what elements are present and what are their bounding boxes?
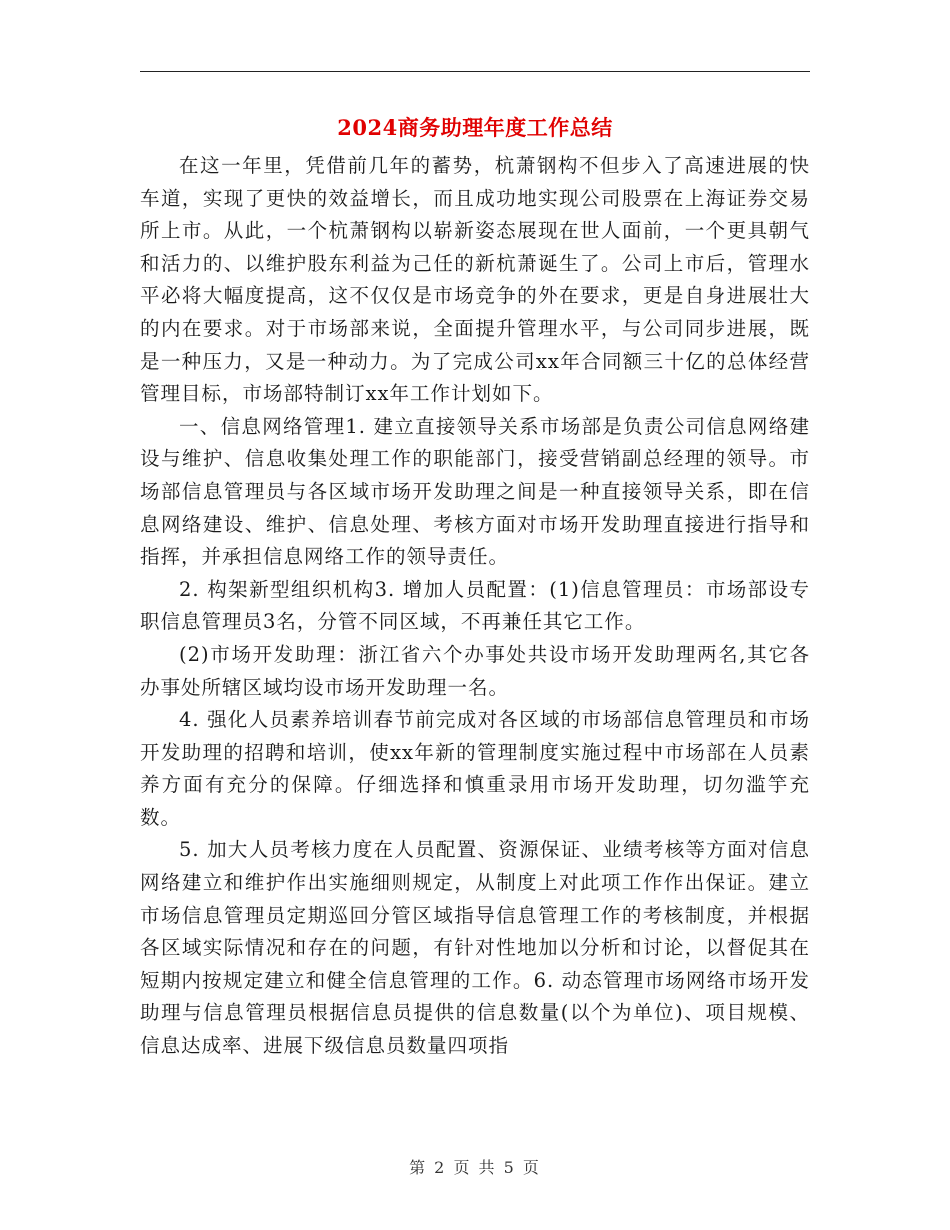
paragraph-intro: 在这一年里，凭借前几年的蓄势，杭萧钢构不但步入了高速进展的快车道，实现了更快的效益增长，而且成功地实现公司股票在上海证券交易所上市。从此，一个杭萧钢构以崭新姿态展现在世人面前，一个更具朝气和活力的、以维护股东利益为己任的新杭萧诞生了。公司上市后，管理水平必将大幅度提高，这不仅仅是市场竞争的外在要求，更是自身进展壮大的内在要求。对于市场部来说，全面提升管理水平，与公司同步进展，既是一种压力，又是一种动力。为了完成公司xx年合同额三十亿的总体经营管理目标，市场部特制订xx年工作计划如下。 bbox=[140, 154, 810, 406]
paragraph-section-5-6: 5. 加大人员考核力度在人员配置、资源保证、业绩考核等方面对信息网络建立和维护作出实施细则规定，从制度上对此项工作作出保证。建立市场信息管理员定期巡回分管区域指导信息管理工作的考核制度，并根据各区域实际情况和存在的问题，有针对性地加以分析和讨论，以督促其在短期内按规定建立和健全信息管理的工作。6. 动态管理市场网络市场开发助理与信息管理员根据信息员提供的信息数量(以个为单位)、项目规模、信息达成率、进展下级信息员数量四项指 bbox=[140, 838, 810, 1058]
paragraph-section-4: 4. 强化人员素养培训春节前完成对各区域的市场部信息管理员和市场开发助理的招聘和培训，使xx年新的管理制度实施过程中市场部在人员素养方面有充分的保障。仔细选择和慎重录用市场开发助理，切勿滥竽充数。 bbox=[140, 708, 810, 829]
page-footer: 第 2 页 共 5 页 bbox=[409, 1158, 541, 1177]
paragraph-section-1: 一、信息网络管理1. 建立直接领导关系市场部是负责公司信息网络建设与维护、信息收集处理工作的职能部门，接受营销副总经理的领导。市场部信息管理员与各区域市场开发助理之间是一种直接领导关系，即在信息网络建设、维护、信息处理、考核方面对市场开发助理直接进行指导和指挥，并承担信息网络工作的领导责任。 bbox=[140, 414, 810, 569]
paragraph-section-2-3: 2. 构架新型组织机构3. 增加人员配置：(1)信息管理员：市场部设专职信息管理员3名，分管不同区域，不再兼任其它工作。 bbox=[140, 577, 810, 634]
document-title: 2024商务助理年度工作总结 bbox=[337, 115, 613, 140]
header-rule bbox=[140, 71, 810, 72]
paragraph-market-assistant: (2)市场开发助理：浙江省六个办事处共设市场开发助理两名,其它各办事处所辖区域均设市场开发助理一名。 bbox=[140, 642, 810, 699]
document-body bbox=[140, 150, 810, 1063]
